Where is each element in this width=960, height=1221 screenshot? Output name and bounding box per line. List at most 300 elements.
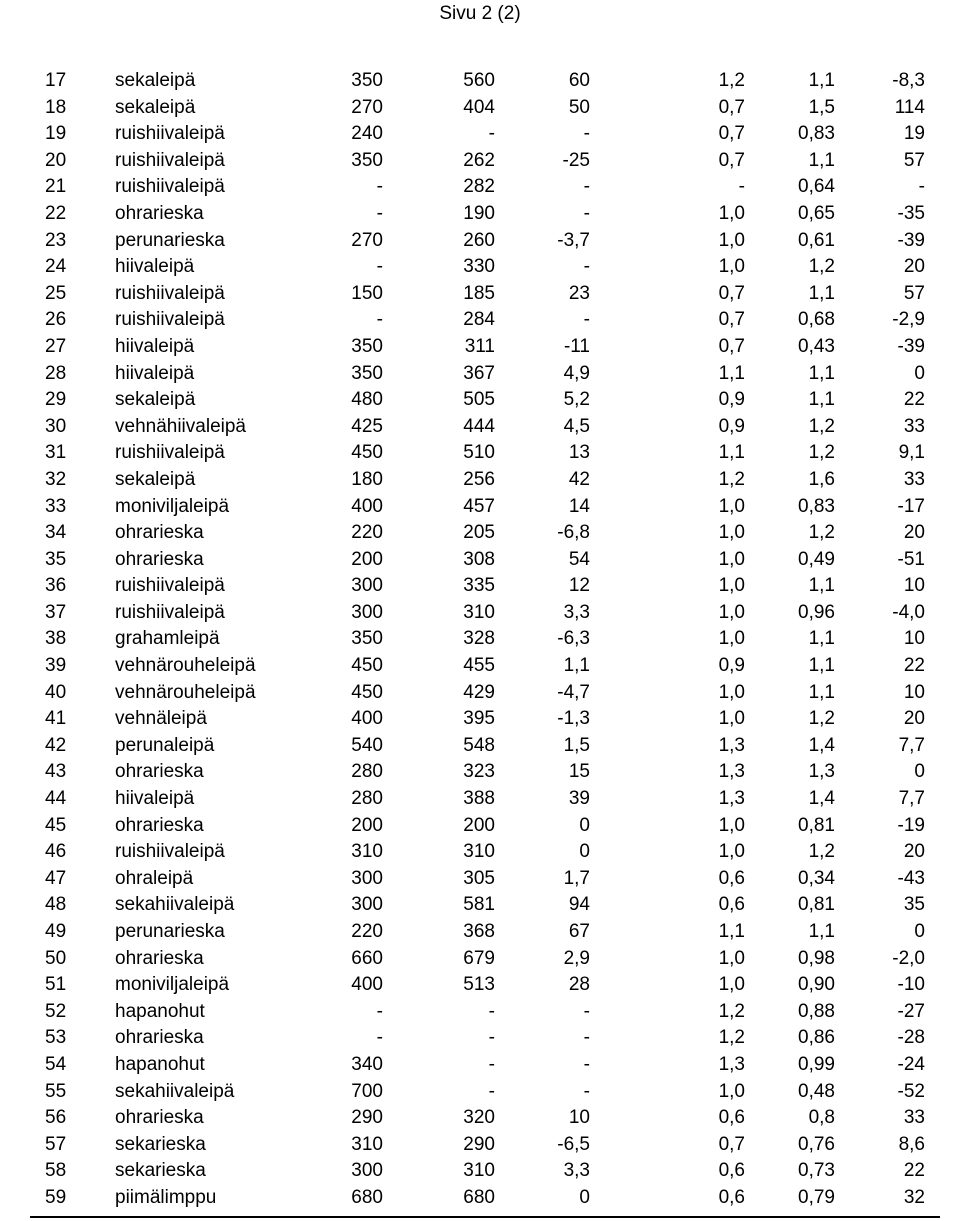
value-col-2-cell: 200 <box>463 814 495 836</box>
value-col-3-cell: 28 <box>568 974 590 996</box>
row-number-cell: 21 <box>45 176 67 198</box>
table-row <box>30 121 940 148</box>
value-col-3-cell: - <box>583 256 590 278</box>
table-row <box>30 95 940 122</box>
value-col-2-cell: 560 <box>463 70 495 91</box>
value-col-3-cell: 1,7 <box>563 867 590 889</box>
row-number-cell: 30 <box>45 415 67 437</box>
value-col-3-cell: -25 <box>562 149 590 171</box>
bread-type-cell: perunaleipä <box>115 734 215 756</box>
value-col-3-cell: -6,5 <box>557 1133 590 1155</box>
value-col-3-cell: -6,3 <box>557 628 590 650</box>
value-col-3-cell: 23 <box>568 282 590 304</box>
value-col-6-cell: 20 <box>903 708 925 730</box>
value-col-6-cell: 32 <box>903 1186 925 1208</box>
table-row <box>30 1158 940 1185</box>
value-col-1-cell: 300 <box>351 1160 383 1182</box>
row-number-cell: 55 <box>45 1080 67 1102</box>
table-row <box>30 866 940 893</box>
value-col-3-cell: 15 <box>568 761 590 783</box>
value-col-2-cell: 311 <box>464 335 495 357</box>
value-col-5-cell: 0,79 <box>798 1186 835 1208</box>
value-col-6-cell: 7,7 <box>898 734 925 756</box>
value-col-1-cell: - <box>376 202 383 224</box>
table-row <box>30 573 940 600</box>
value-col-6-cell: 10 <box>903 681 925 703</box>
value-col-4-cell: 0,6 <box>718 1160 745 1182</box>
value-col-2-cell: - <box>488 1053 495 1075</box>
value-col-5-cell: 1,2 <box>808 522 835 544</box>
value-col-1-cell: 350 <box>351 149 383 171</box>
value-col-5-cell: 0,83 <box>798 495 835 517</box>
row-number-cell: 23 <box>45 229 67 251</box>
value-col-5-cell: 0,61 <box>798 229 835 251</box>
value-col-4-cell: 1,0 <box>718 947 745 969</box>
value-col-3-cell: 94 <box>568 894 590 916</box>
value-col-5-cell: 0,68 <box>798 309 835 331</box>
bread-type-cell: hiivaleipä <box>115 788 195 810</box>
value-col-1-cell: 300 <box>351 867 383 889</box>
value-col-1-cell: 280 <box>351 788 383 810</box>
bread-type-cell: sekaleipä <box>115 70 196 91</box>
value-col-1-cell: 450 <box>351 655 383 677</box>
value-col-6-cell: -2,9 <box>892 309 925 331</box>
value-col-6-cell: 20 <box>903 522 925 544</box>
value-col-3-cell: - <box>583 1000 590 1022</box>
row-number-cell: 42 <box>45 734 67 756</box>
bread-type-cell: sekahiivaleipä <box>115 1080 235 1102</box>
value-col-5-cell: 1,1 <box>808 575 835 597</box>
value-col-2-cell: 505 <box>463 389 495 411</box>
value-col-1-cell: 270 <box>351 96 383 118</box>
value-col-4-cell: 1,0 <box>718 495 745 517</box>
table-row <box>30 813 940 840</box>
row-number-cell: 32 <box>45 468 67 490</box>
value-col-4-cell: 1,1 <box>718 921 745 942</box>
value-col-2-cell: 290 <box>463 1133 495 1155</box>
value-col-4-cell: 0,6 <box>718 867 745 889</box>
value-col-1-cell: 700 <box>351 1080 383 1102</box>
table-row <box>30 972 940 999</box>
value-col-6-cell: 35 <box>903 894 925 916</box>
value-col-5-cell: 0,81 <box>798 814 835 836</box>
value-col-6-cell: 22 <box>903 1160 925 1182</box>
value-col-6-cell: -39 <box>897 335 925 357</box>
value-col-6-cell: 22 <box>903 389 925 411</box>
value-col-5-cell: 1,1 <box>808 282 835 304</box>
value-col-3-cell: - <box>583 1080 590 1102</box>
value-col-3-cell: 0 <box>579 814 590 836</box>
value-col-6-cell: 8,6 <box>898 1133 925 1155</box>
row-number-cell: 46 <box>45 841 67 863</box>
value-col-3-cell: -11 <box>563 335 590 357</box>
bread-type-cell: piimälimppu <box>115 1186 217 1208</box>
value-col-4-cell: 1,0 <box>718 628 745 650</box>
bread-type-cell: ruishiivaleipä <box>115 176 225 198</box>
row-number-cell: 57 <box>45 1133 67 1155</box>
bread-type-cell: ohrarieska <box>115 761 204 783</box>
row-number-cell: 38 <box>45 628 67 650</box>
table-row <box>30 174 940 201</box>
value-col-4-cell: 1,3 <box>718 761 745 783</box>
value-col-1-cell: 540 <box>351 734 383 756</box>
value-col-2-cell: 260 <box>463 229 495 251</box>
value-col-4-cell: 0,6 <box>718 894 745 916</box>
value-col-5-cell: 0,49 <box>798 548 835 570</box>
value-col-6-cell: 0 <box>914 761 925 783</box>
table-row <box>30 839 940 866</box>
value-col-5-cell: 1,2 <box>808 442 835 464</box>
value-col-6-cell: -43 <box>897 867 925 889</box>
bottom-rule <box>30 1216 940 1218</box>
value-col-6-cell: -52 <box>897 1080 925 1102</box>
value-col-2-cell: 284 <box>463 309 495 331</box>
page-number-header: Sivu 2 (2) <box>439 3 521 24</box>
row-number-cell: 50 <box>45 947 67 969</box>
bread-type-cell: sekaleipä <box>115 389 196 411</box>
value-col-1-cell: 400 <box>351 974 383 996</box>
value-col-5-cell: 1,2 <box>808 415 835 437</box>
row-number-cell: 35 <box>45 548 67 570</box>
value-col-5-cell: 0,90 <box>798 974 835 996</box>
value-col-3-cell: 1,1 <box>563 655 590 677</box>
value-col-4-cell: 0,7 <box>718 96 745 118</box>
value-col-2-cell: 548 <box>463 734 495 756</box>
value-col-4-cell: 1,0 <box>718 974 745 996</box>
value-col-2-cell: 444 <box>463 415 495 437</box>
table-row <box>30 680 940 707</box>
value-col-2-cell: 455 <box>463 655 495 677</box>
value-col-4-cell: 1,2 <box>718 1000 745 1022</box>
bread-type-cell: ruishiivaleipä <box>115 601 225 623</box>
row-number-cell: 41 <box>45 708 67 730</box>
value-col-3-cell: 1,5 <box>563 734 590 756</box>
table-row <box>30 201 940 228</box>
bread-type-cell: ohrarieska <box>115 1107 204 1129</box>
value-col-2-cell: 205 <box>463 522 495 544</box>
value-col-2-cell: 335 <box>463 575 495 597</box>
row-number-cell: 54 <box>45 1053 67 1075</box>
value-col-2-cell: 388 <box>463 788 495 810</box>
table-row <box>30 1132 940 1159</box>
row-number-cell: 56 <box>45 1107 67 1129</box>
row-number-cell: 20 <box>45 149 67 171</box>
value-col-1-cell: 280 <box>351 761 383 783</box>
value-col-5-cell: 1,1 <box>808 628 835 650</box>
value-col-4-cell: 0,6 <box>718 1107 745 1129</box>
value-col-4-cell: 1,0 <box>718 522 745 544</box>
value-col-4-cell: 1,3 <box>718 1053 745 1075</box>
table-row <box>30 387 940 414</box>
value-col-6-cell: -51 <box>897 548 925 570</box>
bread-type-cell: ohrarieska <box>115 814 204 836</box>
value-col-5-cell: 0,34 <box>798 867 835 889</box>
value-col-5-cell: 0,88 <box>798 1000 835 1022</box>
value-col-1-cell: 340 <box>351 1053 383 1075</box>
value-col-5-cell: 0,81 <box>798 894 835 916</box>
value-col-4-cell: 1,2 <box>718 70 745 91</box>
bread-type-cell: moniviljaleipä <box>115 974 230 996</box>
bread-type-cell: hiivaleipä <box>115 362 195 384</box>
value-col-6-cell: -17 <box>897 495 925 517</box>
value-col-4-cell: 0,7 <box>718 123 745 145</box>
table-row <box>30 706 940 733</box>
value-col-3-cell: 13 <box>568 442 590 464</box>
value-col-1-cell: 680 <box>351 1186 383 1208</box>
value-col-6-cell: 114 <box>894 96 925 118</box>
value-col-4-cell: 0,7 <box>718 1133 745 1155</box>
bread-type-cell: grahamleipä <box>115 628 220 650</box>
table-row <box>30 626 940 653</box>
table-row <box>30 440 940 467</box>
value-col-6-cell: -35 <box>897 202 925 224</box>
value-col-5-cell: 1,1 <box>808 70 835 91</box>
value-col-1-cell: - <box>376 256 383 278</box>
row-number-cell: 49 <box>45 921 67 942</box>
value-col-5-cell: 1,2 <box>808 708 835 730</box>
value-col-6-cell: 57 <box>903 282 925 304</box>
value-col-1-cell: 300 <box>351 894 383 916</box>
value-col-2-cell: 323 <box>463 761 495 783</box>
row-number-cell: 33 <box>45 495 67 517</box>
value-col-6-cell: 0 <box>914 362 925 384</box>
table-row <box>30 254 940 281</box>
value-col-1-cell: 350 <box>351 362 383 384</box>
value-col-6-cell: -10 <box>897 974 925 996</box>
value-col-1-cell: 180 <box>351 468 383 490</box>
value-col-1-cell: 300 <box>351 575 383 597</box>
value-col-1-cell: 200 <box>351 548 383 570</box>
bread-type-cell: ohrarieska <box>115 1027 204 1049</box>
value-col-2-cell: 513 <box>463 974 495 996</box>
value-col-2-cell: 310 <box>463 1160 495 1182</box>
value-col-4-cell: 1,2 <box>718 1027 745 1049</box>
value-col-4-cell: 0,7 <box>718 309 745 331</box>
bread-type-cell: ohrarieska <box>115 522 204 544</box>
table-row <box>30 1079 940 1106</box>
value-col-5-cell: 1,2 <box>808 841 835 863</box>
row-number-cell: 31 <box>45 442 67 464</box>
value-col-3-cell: - <box>583 309 590 331</box>
value-col-5-cell: 0,65 <box>798 202 835 224</box>
bread-type-cell: ruishiivaleipä <box>115 841 225 863</box>
data-table <box>30 68 940 1212</box>
value-col-3-cell: 50 <box>568 96 590 118</box>
value-col-2-cell: - <box>488 123 495 145</box>
value-col-1-cell: 450 <box>351 442 383 464</box>
value-col-6-cell: -8,3 <box>892 70 925 91</box>
row-number-cell: 17 <box>45 70 67 91</box>
value-col-3-cell: -1,3 <box>557 708 590 730</box>
value-col-3-cell: 0 <box>579 1186 590 1208</box>
table-row <box>30 999 940 1026</box>
table-row <box>30 281 940 308</box>
value-col-1-cell: 425 <box>351 415 383 437</box>
table-row <box>30 1105 940 1132</box>
value-col-6-cell: 10 <box>903 628 925 650</box>
value-col-3-cell: 3,3 <box>563 1160 590 1182</box>
value-col-2-cell: 310 <box>463 601 495 623</box>
value-col-3-cell: 4,5 <box>563 415 590 437</box>
bread-type-cell: ruishiivaleipä <box>115 282 225 304</box>
value-col-1-cell: 310 <box>351 841 383 863</box>
value-col-4-cell: 1,2 <box>718 468 745 490</box>
value-col-4-cell: - <box>738 176 745 198</box>
bread-type-cell: ruishiivaleipä <box>115 442 225 464</box>
value-col-6-cell: -4,0 <box>892 601 925 623</box>
value-col-1-cell: 240 <box>351 123 383 145</box>
value-col-6-cell: -27 <box>897 1000 925 1022</box>
value-col-2-cell: 320 <box>463 1107 495 1129</box>
value-col-6-cell: 10 <box>903 575 925 597</box>
value-col-1-cell: 300 <box>351 601 383 623</box>
bread-type-cell: ruishiivaleipä <box>115 123 225 145</box>
table-row <box>30 1185 940 1212</box>
table-row <box>30 919 940 946</box>
value-col-2-cell: 262 <box>463 149 495 171</box>
value-col-4-cell: 1,0 <box>718 1080 745 1102</box>
row-number-cell: 29 <box>45 389 67 411</box>
value-col-5-cell: 1,4 <box>808 788 835 810</box>
value-col-2-cell: 330 <box>463 256 495 278</box>
value-col-5-cell: 1,1 <box>808 655 835 677</box>
row-number-cell: 36 <box>45 575 67 597</box>
row-number-cell: 39 <box>45 655 67 677</box>
bread-type-cell: sekaleipä <box>115 468 196 490</box>
value-col-3-cell: -4,7 <box>557 681 590 703</box>
value-col-6-cell: 33 <box>903 468 925 490</box>
value-col-5-cell: 0,98 <box>798 947 835 969</box>
value-col-3-cell: 5,2 <box>563 389 590 411</box>
value-col-5-cell: 1,1 <box>808 681 835 703</box>
table-row <box>30 148 940 175</box>
bread-type-cell: vehnäleipä <box>115 708 207 730</box>
value-col-5-cell: 1,5 <box>808 96 835 118</box>
table-row <box>30 228 940 255</box>
value-col-3-cell: 10 <box>568 1107 590 1129</box>
table-row <box>30 414 940 441</box>
value-col-6-cell: -28 <box>897 1027 925 1049</box>
value-col-6-cell: 20 <box>903 256 925 278</box>
bread-type-cell: ohrarieska <box>115 548 204 570</box>
value-col-2-cell: 679 <box>463 947 495 969</box>
value-col-2-cell: 305 <box>463 867 495 889</box>
row-number-cell: 40 <box>45 681 67 703</box>
table-row <box>30 520 940 547</box>
value-col-1-cell: 270 <box>351 229 383 251</box>
value-col-5-cell: 0,96 <box>798 601 835 623</box>
row-number-cell: 51 <box>45 974 67 996</box>
value-col-2-cell: 190 <box>463 202 495 224</box>
value-col-4-cell: 1,0 <box>718 681 745 703</box>
value-col-5-cell: 1,6 <box>808 468 835 490</box>
value-col-1-cell: 200 <box>351 814 383 836</box>
row-number-cell: 27 <box>45 335 67 357</box>
value-col-5-cell: 0,48 <box>798 1080 835 1102</box>
value-col-1-cell: 400 <box>351 495 383 517</box>
bread-type-cell: hapanohut <box>115 1053 205 1075</box>
value-col-6-cell: 9,1 <box>898 442 925 464</box>
value-col-5-cell: 0,8 <box>808 1107 835 1129</box>
row-number-cell: 24 <box>45 256 67 278</box>
value-col-3-cell: 60 <box>568 70 590 91</box>
value-col-4-cell: 1,3 <box>718 734 745 756</box>
value-col-6-cell: -24 <box>897 1053 925 1075</box>
value-col-1-cell: 660 <box>351 947 383 969</box>
bread-type-cell: perunarieska <box>115 921 225 942</box>
row-number-cell: 25 <box>45 282 67 304</box>
bread-type-cell: ruishiivaleipä <box>115 309 225 331</box>
value-col-5-cell: 0,43 <box>798 335 835 357</box>
value-col-5-cell: 0,99 <box>798 1053 835 1075</box>
value-col-4-cell: 1,0 <box>718 814 745 836</box>
value-col-1-cell: 350 <box>351 628 383 650</box>
value-col-6-cell: - <box>918 176 925 198</box>
value-col-1-cell: 480 <box>351 389 383 411</box>
table-row <box>30 759 940 786</box>
value-col-4-cell: 1,1 <box>718 442 745 464</box>
row-number-cell: 47 <box>45 867 67 889</box>
value-col-2-cell: 404 <box>463 96 495 118</box>
value-col-4-cell: 1,0 <box>718 229 745 251</box>
bread-type-cell: sekarieska <box>115 1160 206 1182</box>
bread-type-cell: sekarieska <box>115 1133 206 1155</box>
value-col-1-cell: 220 <box>351 522 383 544</box>
value-col-2-cell: 308 <box>463 548 495 570</box>
value-col-4-cell: 1,0 <box>718 202 745 224</box>
value-col-5-cell: 1,1 <box>808 149 835 171</box>
value-col-4-cell: 0,7 <box>718 149 745 171</box>
value-col-5-cell: 1,1 <box>808 362 835 384</box>
value-col-2-cell: 429 <box>463 681 495 703</box>
value-col-6-cell: 20 <box>903 841 925 863</box>
value-col-3-cell: 0 <box>579 841 590 863</box>
value-col-1-cell: 450 <box>351 681 383 703</box>
value-col-4-cell: 1,0 <box>718 548 745 570</box>
value-col-6-cell: 33 <box>903 1107 925 1129</box>
value-col-5-cell: 0,86 <box>798 1027 835 1049</box>
value-col-4-cell: 0,9 <box>718 415 745 437</box>
table-row <box>30 68 940 95</box>
value-col-3-cell: 12 <box>568 575 590 597</box>
table-row <box>30 547 940 574</box>
value-col-3-cell: - <box>583 123 590 145</box>
value-col-5-cell: 1,1 <box>808 389 835 411</box>
row-number-cell: 58 <box>45 1160 67 1182</box>
bread-type-cell: ruishiivaleipä <box>115 149 225 171</box>
value-col-4-cell: 0,9 <box>718 655 745 677</box>
value-col-6-cell: 33 <box>903 415 925 437</box>
value-col-1-cell: - <box>376 1000 383 1022</box>
table-row <box>30 1025 940 1052</box>
table-row <box>30 361 940 388</box>
bread-type-cell: sekahiivaleipä <box>115 894 235 916</box>
value-col-4-cell: 0,6 <box>718 1186 745 1208</box>
value-col-2-cell: 368 <box>463 921 495 942</box>
value-col-5-cell: 1,2 <box>808 256 835 278</box>
row-number-cell: 59 <box>45 1186 67 1208</box>
value-col-2-cell: 367 <box>463 362 495 384</box>
value-col-3-cell: 3,3 <box>563 601 590 623</box>
value-col-3-cell: 54 <box>568 548 590 570</box>
value-col-6-cell: 22 <box>903 655 925 677</box>
value-col-3-cell: - <box>583 1027 590 1049</box>
value-col-3-cell: 67 <box>568 921 590 942</box>
row-number-cell: 43 <box>45 761 67 783</box>
value-col-2-cell: - <box>488 1080 495 1102</box>
bread-type-cell: hapanohut <box>115 1000 205 1022</box>
value-col-6-cell: -2,0 <box>892 947 925 969</box>
